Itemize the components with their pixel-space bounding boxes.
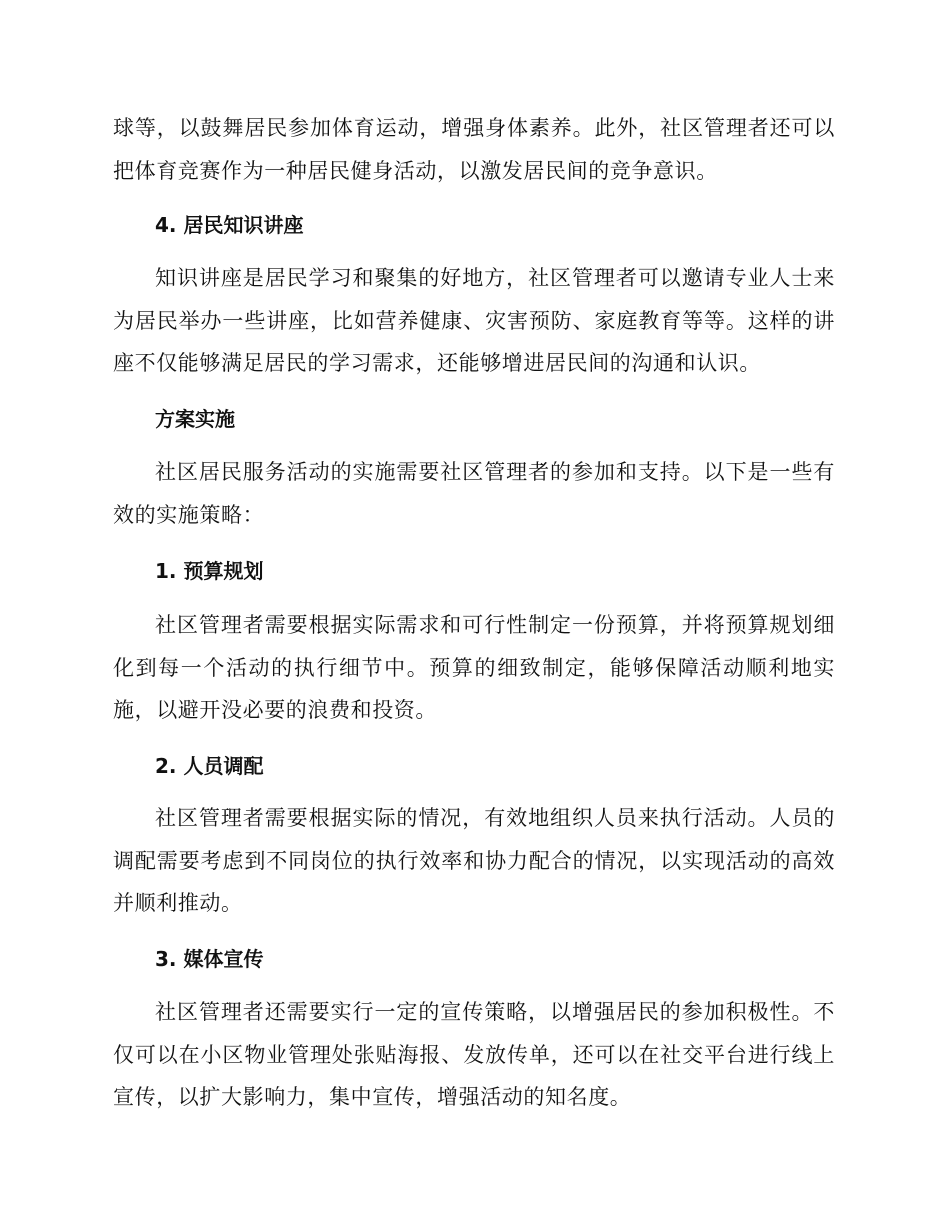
lecture-paragraph-block (113, 257, 835, 385)
heading-budget: 1. 预算规划 (155, 559, 264, 583)
lecture-paragraph: 知识讲座是居民学习和聚集的好地方，社区管理者可以邀请专业人士来为居民举办一些讲座，比如营养健康、灾害预防、家庭教育等等。这样的讲座不仅能够满足居民的学习需求，还能够增进居民间的沟通和认识。 (113, 266, 835, 375)
media-paragraph: 社区管理者还需要实行一定的宣传策略，以增强居民的参加积极性。不仅可以在小区物业管理处张贴海报、发放传单，还可以在社交平台进行线上宣传，以扩大影响力，集中宣传，增强活动的知名度。 (113, 1000, 835, 1109)
staff-paragraph-block (113, 797, 835, 925)
budget-paragraph: 社区管理者需要根据实际需求和可行性制定一份预算，并将预算规划细化到每一个活动的执行细节中。预算的细致制定，能够保障活动顺利地实施，以避开没必要的浪费和投资。 (113, 613, 835, 722)
staff-paragraph: 社区管理者需要根据实际的情况，有效地组织人员来执行活动。人员的调配需要考虑到不同岗位的执行效率和协力配合的情况，以实现活动的高效并顺利推动。 (113, 806, 835, 915)
media-paragraph-block (113, 991, 835, 1119)
heading-media: 3. 媒体宣传 (155, 947, 264, 971)
heading-lecture: 4. 居民知识讲座 (155, 213, 304, 237)
heading-implementation: 方案实施 (155, 407, 235, 431)
budget-paragraph-block (113, 604, 835, 732)
implementation-paragraph-block (113, 451, 835, 536)
intro-paragraph-block (113, 107, 835, 192)
intro-paragraph: 球等，以鼓舞居民参加体育运动，增强身体素养。此外，社区管理者还可以把体育竞赛作为一种居民健身活动，以激发居民间的竞争意识。 (113, 116, 835, 183)
implementation-paragraph: 社区居民服务活动的实施需要社区管理者的参加和支持。以下是一些有效的实施策略： (113, 460, 835, 527)
heading-staff: 2. 人员调配 (155, 754, 264, 778)
